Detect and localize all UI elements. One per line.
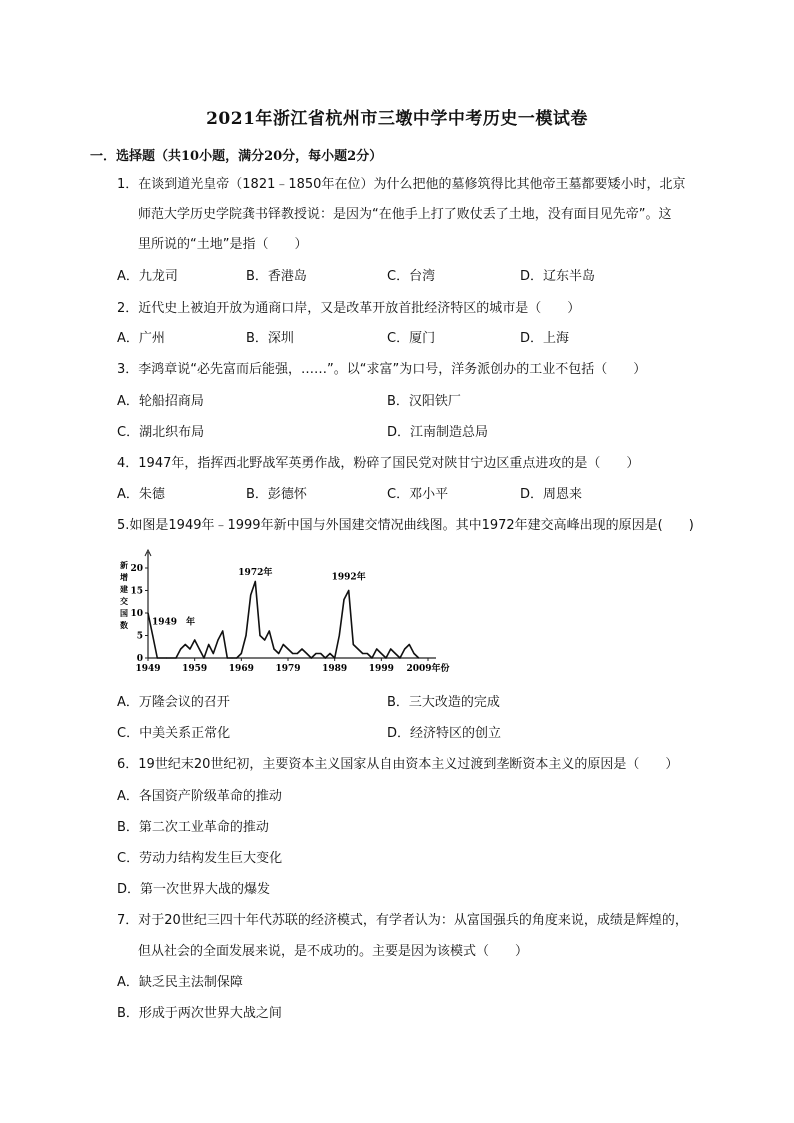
question-7-line-2: 但从社会的全面发展来说，是不成功的。主要是因为该模式（ ） — [138, 944, 529, 959]
data-point — [381, 653, 382, 654]
question-1-line-3: 里所说的“土地”是指（ ） — [138, 237, 308, 252]
question-4-option-a[interactable]: A．朱德 — [117, 487, 165, 502]
question-3-option-d[interactable]: D．江南制造总局 — [387, 425, 489, 440]
y-tick-label: 10 — [130, 609, 143, 619]
data-point — [292, 653, 293, 654]
data-point — [348, 590, 349, 591]
question-5-option-c[interactable]: C．中美关系正常化 — [117, 726, 231, 741]
question-5-option-b[interactable]: B．三大改造的完成 — [387, 695, 500, 710]
page-title: 2021年浙江省杭州市三墩中学中考历史一模试卷 — [206, 109, 588, 129]
question-6-option-b[interactable]: B．第二次工业革命的推动 — [117, 820, 269, 835]
data-point — [287, 648, 288, 649]
data-point — [409, 644, 410, 645]
annotation-1972: 1972年 — [238, 567, 273, 578]
data-point — [264, 639, 265, 640]
data-point — [147, 612, 148, 613]
question-7-option-a[interactable]: A．缺乏民主法制保障 — [117, 975, 243, 990]
data-point — [175, 657, 176, 658]
data-point — [189, 648, 190, 649]
data-point — [362, 653, 363, 654]
diplomatic-relations-chart — [110, 548, 450, 678]
data-point — [157, 657, 158, 658]
chart-svg — [110, 548, 450, 678]
question-6-option-a[interactable]: A．各国资产阶级革命的推动 — [117, 789, 282, 804]
data-point — [199, 648, 200, 649]
question-4-option-c[interactable]: C．邓小平 — [387, 487, 449, 502]
data-point — [245, 635, 246, 636]
data-point — [395, 653, 396, 654]
data-point — [269, 630, 270, 631]
data-point — [231, 657, 232, 658]
y-tick-label: 20 — [130, 564, 143, 574]
question-2-option-d[interactable]: D．上海 — [520, 331, 570, 346]
data-point — [222, 630, 223, 631]
question-1-option-b[interactable]: B．香港岛 — [246, 269, 307, 284]
question-2-option-c[interactable]: C．厦门 — [387, 331, 436, 346]
data-point — [203, 657, 204, 658]
data-point — [306, 653, 307, 654]
question-6-option-c[interactable]: C．劳动力结构发生巨大变化 — [117, 851, 283, 866]
data-point — [278, 653, 279, 654]
data-point — [399, 657, 400, 658]
question-5-option-a[interactable]: A．万隆会议的召开 — [117, 695, 230, 710]
data-point — [385, 657, 386, 658]
x-tick-label: 1989 — [322, 664, 348, 674]
data-point — [297, 653, 298, 654]
annotation-1949: 1949 年 — [152, 617, 196, 628]
question-3-option-b[interactable]: B．汉阳铁厂 — [387, 394, 461, 409]
data-point — [194, 639, 195, 640]
data-point — [376, 648, 377, 649]
data-point — [357, 648, 358, 649]
data-point — [180, 648, 181, 649]
question-4-line-1: 4．1947年，指挥西北野战军英勇作战，粉碎了国民党对陕甘宁边区重点进攻的是（ ） — [117, 456, 640, 471]
x-tick-label: 1949 — [135, 664, 161, 674]
data-point — [217, 639, 218, 640]
question-6-option-d[interactable]: D．第一次世界大战的爆发 — [117, 882, 271, 897]
data-point — [301, 648, 302, 649]
data-point — [413, 653, 414, 654]
data-point — [152, 635, 153, 636]
annotation-1992: 1992年 — [331, 572, 366, 583]
x-tick-label: 2009年份 — [406, 664, 450, 674]
x-tick-label: 1979 — [275, 664, 301, 674]
question-1-line-2: 师范大学历史学院龚书铎教授说：是因为“在他手上打了败仗丢了土地，没有面目见先帝”。这 — [138, 207, 672, 222]
data-point — [259, 635, 260, 636]
question-3-option-c[interactable]: C．湖北织布局 — [117, 425, 205, 440]
question-5-option-d[interactable]: D．经济特区的创立 — [387, 726, 502, 741]
data-point — [353, 644, 354, 645]
data-point — [418, 657, 419, 658]
data-point — [250, 594, 251, 595]
x-tick-label: 1969 — [228, 664, 254, 674]
question-1-line-1: 1．在谈到道光皇帝（1821﹣1850年在位）为什么把他的墓修筑得比其他帝王墓都要矮小时，北京 — [117, 177, 686, 192]
question-4-option-d[interactable]: D．周恩来 — [520, 487, 583, 502]
x-tick-label: 1999 — [368, 664, 394, 674]
data-point — [273, 648, 274, 649]
data-point — [241, 653, 242, 654]
x-tick-label: 1959 — [182, 664, 208, 674]
y-tick-label: 15 — [130, 586, 143, 597]
data-point — [213, 653, 214, 654]
question-6-line-1: 6．19世纪末20世纪初，主要资本主义国家从自由资本主义过渡到垄断资本主义的原因是（ ） — [117, 757, 679, 772]
data-point — [208, 644, 209, 645]
question-5-line-1: 5.如图是1949年﹣1999年新中国与外国建交情况曲线图。其中1972年建交高峰出现的原因是( ) — [117, 518, 694, 533]
data-point — [185, 644, 186, 645]
question-4-option-b[interactable]: B．彭德怀 — [246, 487, 307, 502]
question-7-option-b[interactable]: B．形成于两次世界大战之间 — [117, 1006, 282, 1021]
y-tick-label: 5 — [136, 631, 143, 642]
data-point — [329, 653, 330, 654]
data-point — [343, 599, 344, 600]
question-2-line-1: 2．近代史上被迫开放为通商口岸，又是改革开放首批经济特区的城市是（ ） — [117, 301, 581, 316]
data-point — [166, 657, 167, 658]
section-heading: 一．选择题（共10小题，满分20分，每小题2分） — [90, 149, 383, 164]
data-point — [320, 653, 321, 654]
data-point — [255, 581, 256, 582]
data-point — [339, 635, 340, 636]
data-point — [311, 657, 312, 658]
data-point — [325, 657, 326, 658]
data-point — [390, 648, 391, 649]
question-1-option-d[interactable]: D．辽东半岛 — [520, 269, 596, 284]
data-point — [334, 657, 335, 658]
data-point — [404, 648, 405, 649]
question-2-option-a[interactable]: A．广州 — [117, 331, 165, 346]
question-3-line-1: 3．李鸿章说“必先富而后能强，……”。以“求富”为口号，洋务派创办的工业不包括（ ） — [117, 362, 647, 377]
data-point — [371, 657, 372, 658]
question-3-option-a[interactable]: A．轮船招商局 — [117, 394, 204, 409]
data-point — [315, 653, 316, 654]
question-7-line-1: 7．对于20世纪三四十年代苏联的经济模式，有学者认为：从富国强兵的角度来说，成绩是辉煌的， — [117, 913, 688, 928]
y-axis-label: 新增建交国数 — [120, 560, 128, 630]
question-1-option-a[interactable]: A．九龙司 — [117, 269, 178, 284]
question-1-option-c[interactable]: C．台湾 — [387, 269, 436, 284]
y-tick-label: 0 — [136, 654, 143, 664]
data-point — [283, 644, 284, 645]
data-point — [227, 657, 228, 658]
question-2-option-b[interactable]: B．深圳 — [246, 331, 294, 346]
data-point — [236, 657, 237, 658]
data-point — [367, 653, 368, 654]
